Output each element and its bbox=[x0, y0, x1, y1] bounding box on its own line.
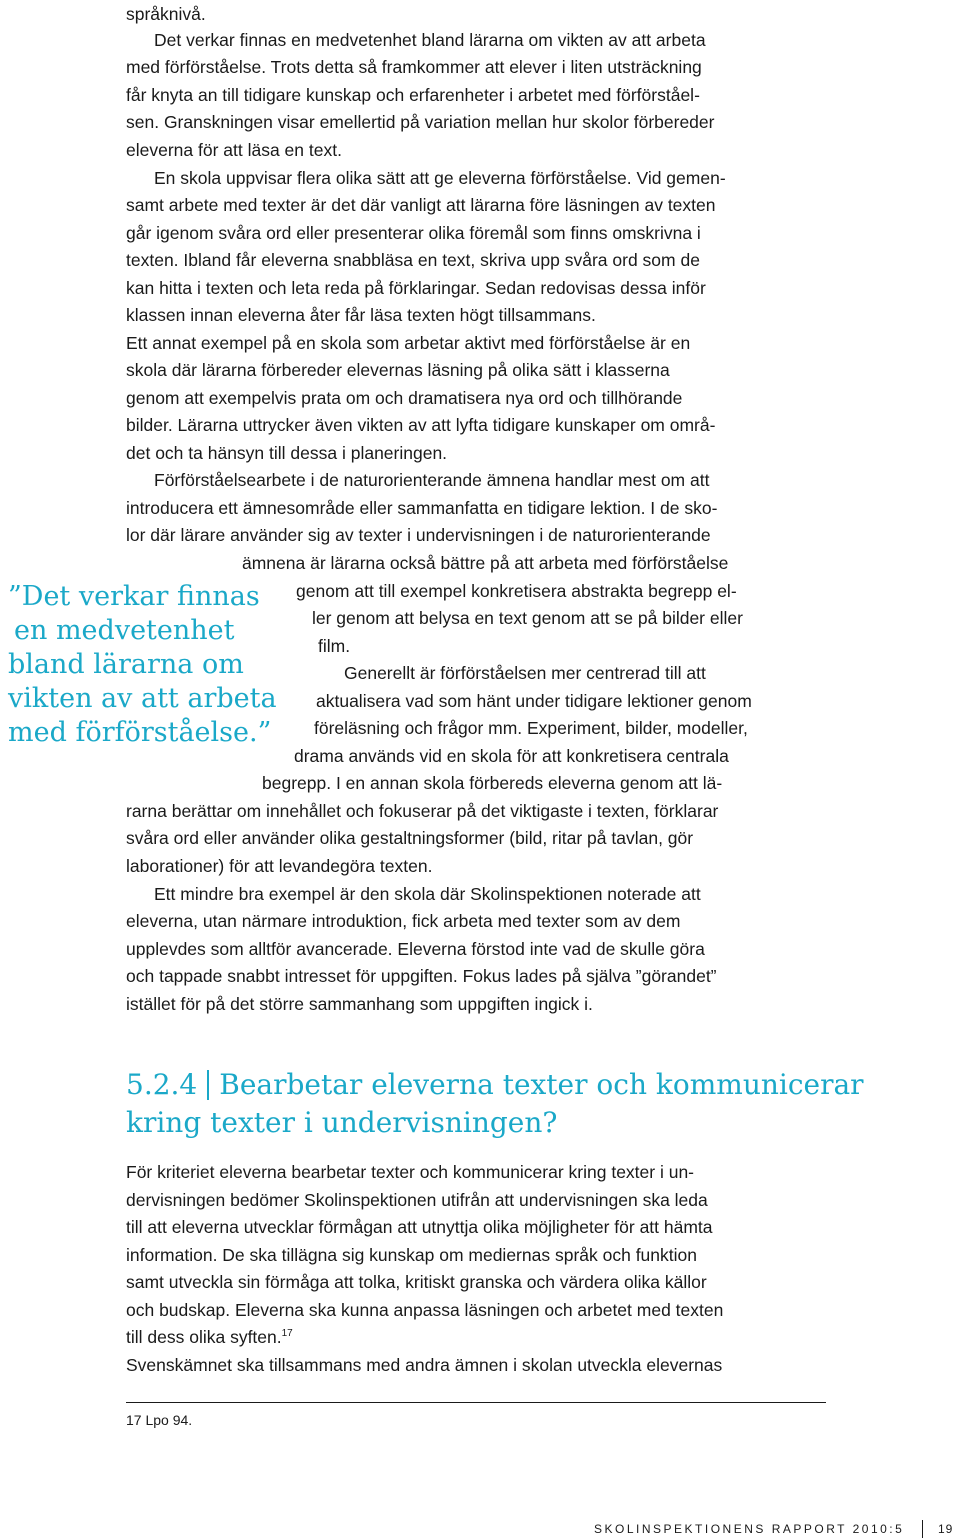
body-line: upplevdes som alltför avancerade. Eleverna förstod inte vad de skulle göra bbox=[126, 939, 705, 959]
body-line: Svenskämnet ska tillsammans med andra ämnen i skolan utveckla elevernas bbox=[126, 1355, 723, 1375]
report-title: SKOLINSPEKTIONENS RAPPORT 2010:5 bbox=[594, 1522, 905, 1536]
body-line: kan hitta i texten och leta reda på förklaringar. Sedan redovisas dessa inför bbox=[126, 278, 706, 298]
body-line: och budskap. Eleverna ska kunna anpassa läsningen och arbetet med texten bbox=[126, 1300, 724, 1320]
pull-quote-line: ”Det verkar finnas bbox=[8, 581, 260, 612]
body-line: får knyta an till tidigare kunskap och erfarenheter i arbetet med förförståel- bbox=[126, 85, 700, 105]
section-heading bbox=[126, 1066, 864, 1142]
body-line: klassen innan eleverna åter får läsa texten högt tillsammans. bbox=[126, 305, 596, 325]
body-line: det och ta hänsyn till dessa i planeringen. bbox=[126, 443, 448, 463]
body-line: drama används vid en skola för att konkretisera centrala bbox=[294, 746, 729, 766]
body-line-text: till dess olika syften. bbox=[126, 1327, 282, 1347]
body-line: genom att till exempel konkretisera abstrakta begrepp el- bbox=[296, 581, 737, 601]
body-line bbox=[126, 1325, 293, 1349]
body-line: Förförståelsearbete i de naturorienterande ämnena handlar mest om att bbox=[154, 470, 710, 490]
body-line: Det verkar finnas en medvetenhet bland lärarna om vikten av att arbeta bbox=[154, 30, 706, 50]
footnote-reference[interactable]: 17 bbox=[281, 1328, 293, 1340]
body-line: genom att exempelvis prata om och dramatisera nya ord och tillhörande bbox=[126, 388, 683, 408]
body-line: ler genom att belysa en text genom att se på bilder eller bbox=[312, 608, 743, 628]
body-line: skola där lärarna förbereder elevernas läsning på olika sätt i klasserna bbox=[126, 360, 670, 380]
body-line: samt arbete med texter är det där vanligt att lärarna före läsningen av texten bbox=[126, 195, 716, 215]
body-line: föreläsning och frågor mm. Experiment, bilder, modeller, bbox=[314, 718, 748, 738]
body-line: laborationer) för att levandegöra texten. bbox=[126, 856, 433, 876]
body-line: introducera ett ämnesområde eller sammanfatta en tidigare lektion. I de sko- bbox=[126, 498, 718, 518]
pull-quote bbox=[8, 580, 298, 750]
body-line: ämnena är lärarna också bättre på att arbeta med förförståelse bbox=[242, 553, 729, 573]
section-title-line: kring texter i undervisningen? bbox=[126, 1106, 558, 1139]
section-number: 5.2.4 bbox=[126, 1068, 198, 1101]
footer-divider bbox=[922, 1520, 923, 1538]
body-line: Generellt är förförståelsen mer centrerad till att bbox=[344, 663, 706, 683]
body-line: går igenom svåra ord eller presenterar olika föremål som finns omskrivna i bbox=[126, 223, 701, 243]
body-line: eleverna, utan närmare introduktion, fick arbeta med texter som av dem bbox=[126, 911, 681, 931]
body-line: till att eleverna utvecklar förmågan att utnyttja olika möjligheter för att hämta bbox=[126, 1217, 713, 1237]
body-line: svåra ord eller använder olika gestaltningsformer (bild, ritar på tavlan, gör bbox=[126, 828, 694, 848]
body-line: rarna berättar om innehållet och fokuserar på det viktigaste i texten, förklarar bbox=[126, 801, 719, 821]
body-line: Ett annat exempel på en skola som arbetar aktivt med förförståelse är en bbox=[126, 333, 691, 353]
body-line: eleverna för att läsa en text. bbox=[126, 140, 342, 160]
body-line: och tappade snabbt intresset för uppgiften. Fokus lades på själva ”görandet” bbox=[126, 966, 717, 986]
pull-quote-line: vikten av att arbeta bbox=[8, 683, 277, 714]
body-line: samt utveckla sin förmåga att tolka, kritiskt granska och värdera olika källor bbox=[126, 1272, 707, 1292]
pull-quote-line: med förförståelse.” bbox=[8, 717, 272, 748]
section-title-line: Bearbetar eleverna texter och kommunicerar bbox=[219, 1068, 864, 1101]
footnote-divider bbox=[126, 1402, 826, 1403]
body-line: sen. Granskningen visar emellertid på variation mellan hur skolor förbereder bbox=[126, 112, 715, 132]
body-line: texten. Ibland får eleverna snabbläsa en text, skriva upp svåra ord som de bbox=[126, 250, 700, 270]
pull-quote-line: en medvetenhet bbox=[14, 615, 235, 646]
body-line: lor där lärare använder sig av texter i undervisningen i de naturorienterande bbox=[126, 525, 711, 545]
body-line: film. bbox=[318, 636, 351, 656]
body-line: aktualisera vad som hänt under tidigare lektioner genom bbox=[316, 691, 752, 711]
body-line: information. De ska tillägna sig kunskap om mediernas språk och funktion bbox=[126, 1245, 697, 1265]
pull-quote-line: bland lärarna om bbox=[8, 649, 244, 680]
body-line: med förförståelse. Trots detta så framkommer att elever i liten utsträckning bbox=[126, 57, 702, 77]
body-line: begrepp. I en annan skola förbereds eleverna genom att lä- bbox=[262, 773, 723, 793]
body-line: En skola uppvisar flera olika sätt att ge eleverna förförståelse. Vid gemen- bbox=[154, 168, 726, 188]
footnote: 17 Lpo 94. bbox=[126, 1412, 193, 1428]
heading-divider bbox=[207, 1070, 209, 1100]
body-line: För kriteriet eleverna bearbetar texter och kommunicerar kring texter i un- bbox=[126, 1162, 695, 1182]
page-number: 19 bbox=[938, 1522, 954, 1536]
body-line: språknivå. bbox=[126, 4, 206, 24]
body-line: istället för på det större sammanhang som uppgiften ingick i. bbox=[126, 994, 593, 1014]
body-line: bilder. Lärarna uttrycker även vikten av att lyfta tidigare kunskaper om områ- bbox=[126, 415, 716, 435]
body-line: Ett mindre bra exempel är den skola där Skolinspektionen noterade att bbox=[154, 884, 701, 904]
body-line: dervisningen bedömer Skolinspektionen utifrån att undervisningen ska leda bbox=[126, 1190, 708, 1210]
